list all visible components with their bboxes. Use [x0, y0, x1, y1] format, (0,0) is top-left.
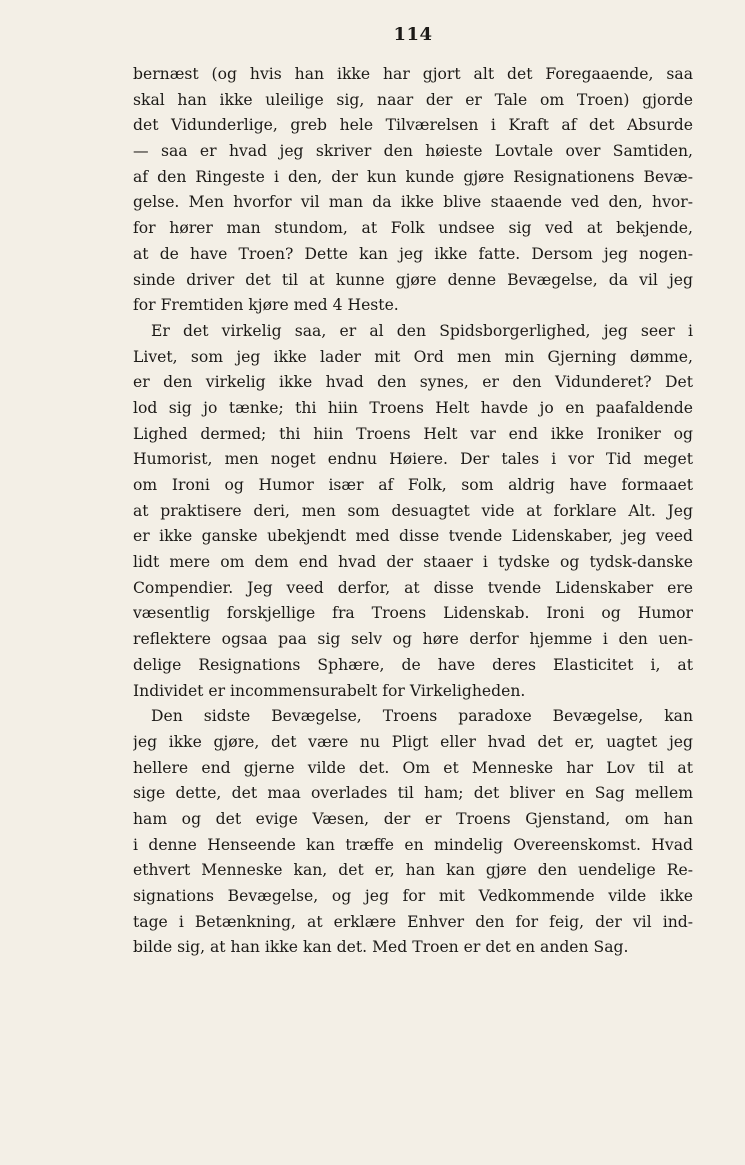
text-line: — saa er hvad jeg skriver den høieste Lovtale over Samtiden,: [133, 142, 693, 161]
text-line: Humorist, men noget endnu Høiere. Der tales i vor Tid meget: [133, 450, 693, 469]
book-page: [133, 0, 693, 1165]
text-line: delige Resignations Sphære, de have deres Elasticitet i, at: [133, 655, 693, 674]
body-text: [133, 62, 693, 961]
text-line: ham og det evige Væsen, der er Troens Gjenstand, om han: [133, 809, 693, 828]
text-line: om Ironi og Humor især af Folk, som aldrig have formaaet: [133, 476, 693, 494]
page-number: 114: [393, 24, 433, 45]
text-line: jeg ikke gjøre, det være nu Pligt eller hvad det er, uagtet jeg: [133, 732, 693, 751]
text-line: Compendier. Jeg veed derfor, at disse tvende Lidenskaber ere: [133, 578, 693, 597]
text-line: hellere end gjerne vilde det. Om et Menneske har Lov til at: [133, 758, 693, 777]
text-line: skal han ikke uleilige sig, naar der er Tale om Troen) gjorde: [133, 90, 693, 109]
text-line: bernæst (og hvis han ikke har gjort alt det Foregaaende, saa: [133, 65, 693, 83]
text-line: væsentlig forskjellige fra Troens Lidenskab. Ironi og Humor: [133, 604, 693, 623]
text-line: for hører man stundom, at Folk undsee sig ved at bekjende,: [133, 219, 693, 238]
text-line: reflektere ogsaa paa sig selv og høre derfor hjemme i den uen-: [133, 630, 693, 649]
text-line: er ikke ganske ubekjendt med disse tvende Lidenskaber, jeg veed: [133, 527, 693, 546]
text-line: signations Bevægelse, og jeg for mit Vedkommende vilde ikke: [133, 887, 693, 905]
text-line: for Fremtiden kjøre med 4 Heste.: [133, 296, 399, 315]
text-line: lidt mere om dem end hvad der staaer i tydske og tydsk-danske: [133, 553, 693, 572]
text-line: tage i Betænkning, at erklære Enhver den for feig, der vil ind-: [133, 912, 693, 931]
text-line: Lighed dermed; thi hiin Troens Helt var end ikke Ironiker og: [133, 424, 693, 443]
text-line: af den Ringeste i den, der kun kunde gjøre Resignationens Bevæ-: [133, 167, 693, 186]
text-line: Individet er incommensurabelt for Virkeligheden.: [133, 681, 526, 700]
text-line: er den virkelig ikke hvad den synes, er den Vidunderet? Det: [133, 373, 693, 392]
text-line: gelse. Men hvorfor vil man da ikke blive staaende ved den, hvor-: [133, 193, 693, 212]
text-line: det Vidunderlige, greb hele Tilværelsen i Kraft af det Absurde: [133, 116, 693, 135]
paragraph-first-line: Er det virkelig saa, er al den Spidsborgerlighed, jeg seer i: [151, 321, 693, 340]
text-line: at de have Troen? Dette kan jeg ikke fatte. Dersom jeg nogen-: [133, 244, 693, 263]
text-line: bilde sig, at han ikke kan det. Med Troen er det en anden Sag.: [133, 938, 629, 957]
text-line: i denne Henseende kan træffe en mindelig Overeenskomst. Hvad: [133, 835, 693, 854]
text-line: sinde driver det til at kunne gjøre denne Bevægelse, da vil jeg: [133, 270, 693, 289]
text-line: at praktisere deri, men som desuagtet vide at forklare Alt. Jeg: [133, 501, 693, 520]
text-line: Livet, som jeg ikke lader mit Ord men min Gjerning dømme,: [133, 347, 693, 366]
text-line: lod sig jo tænke; thi hiin Troens Helt havde jo en paafaldende: [133, 398, 693, 417]
paragraph-first-line: Den sidste Bevægelse, Troens paradoxe Bevægelse, kan: [151, 707, 693, 726]
text-line: ethvert Menneske kan, det er, han kan gjøre den uendelige Re-: [133, 861, 693, 880]
text-line: sige dette, det maa overlades til ham; det bliver en Sag mellem: [133, 784, 693, 803]
